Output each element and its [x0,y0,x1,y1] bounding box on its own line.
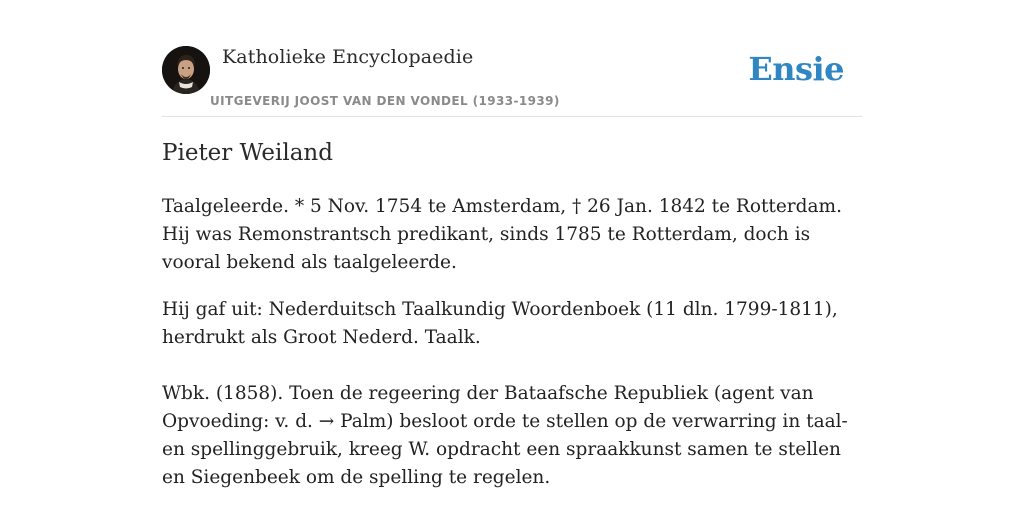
ensie-logo-link[interactable]: Ensie [748,50,844,88]
page-container [162,0,862,488]
article-paragraph: Hij gaf uit: Nederduitsch Taalkundig Woordenboek (11 dln. 1799-1811), herdrukt als Groot Nederd. Taalk. [162,299,838,348]
article-title: Pieter Weiland [162,140,333,166]
site-header [162,0,862,117]
publisher-label: UITGEVERIJ JOOST VAN DEN VONDEL (1933-1939) [210,94,560,108]
encyclopedia-title[interactable]: Katholieke Encyclopaedie [222,46,474,68]
article-paragraph: Taalgeleerde. * 5 Nov. 1754 te Amsterdam, † 26 Jan. 1842 te Rotterdam. Hij was Remonstrantsch predikant, sinds 1785 te Rotterdam, doch is vooral bekend als taalgeleerde. [162,196,842,273]
portrait-avatar-icon[interactable] [162,46,210,94]
article-body [162,193,862,492]
article-paragraph: Wbk. (1858). Toen de regeering der Bataafsche Republiek (agent van Opvoeding: v. d. → Palm) besloot orde te stellen op de verwarring in taal- en spellinggebruik, kreeg W. opdracht een spraakkunst samen te stellen en Siegenbeek om de spelling te regelen. [162,383,848,488]
